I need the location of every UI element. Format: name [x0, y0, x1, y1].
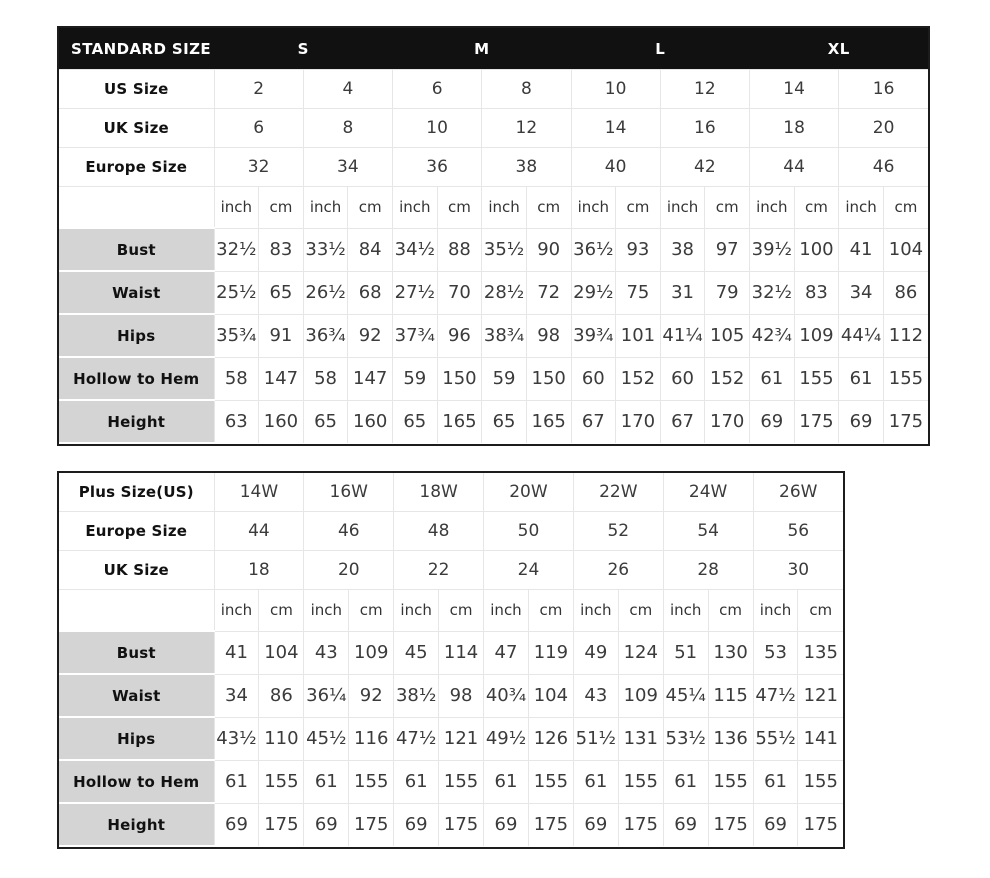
- measure-cell: 42¾: [750, 314, 795, 357]
- row-label: Hips: [59, 314, 214, 357]
- measure-cell: 147: [259, 357, 304, 400]
- measure-cell: 155: [708, 760, 753, 803]
- size-cell: 32: [214, 148, 303, 187]
- measure-cell: 47: [484, 631, 529, 674]
- measure-cell: 43: [573, 674, 618, 717]
- row-label: UK Size: [59, 551, 214, 590]
- table-title: STANDARD SIZE: [59, 28, 214, 70]
- table-row: [59, 551, 843, 590]
- measure-cell: 79: [705, 271, 750, 314]
- measure-cell: 25½: [214, 271, 259, 314]
- measure-cell: 131: [618, 717, 663, 760]
- size-group-m: M: [393, 28, 572, 70]
- size-cell: 54: [663, 512, 753, 551]
- measure-cell: 155: [798, 760, 843, 803]
- size-cell: 24W: [663, 473, 753, 512]
- table-row: [59, 400, 928, 443]
- measure-cell: 175: [798, 803, 843, 846]
- measure-cell: 36¼: [304, 674, 349, 717]
- measure-cell: 39½: [750, 228, 795, 271]
- measure-cell: 96: [437, 314, 482, 357]
- size-table: [59, 28, 928, 444]
- size-cell: 44: [750, 148, 839, 187]
- measure-cell: 141: [798, 717, 843, 760]
- measure-cell: 38: [660, 228, 705, 271]
- size-cell: 38: [482, 148, 571, 187]
- row-label: Hollow to Hem: [59, 357, 214, 400]
- size-cell: 16W: [304, 473, 394, 512]
- size-cell: 12: [482, 109, 571, 148]
- measure-cell: 58: [214, 357, 259, 400]
- size-cell: 46: [304, 512, 394, 551]
- measure-cell: 150: [526, 357, 571, 400]
- measure-cell: 70: [437, 271, 482, 314]
- measure-cell: 105: [705, 314, 750, 357]
- measure-cell: 31: [660, 271, 705, 314]
- table-row: [59, 473, 843, 512]
- measure-cell: 49: [573, 631, 618, 674]
- size-cell: 26: [573, 551, 663, 590]
- measure-cell: 109: [794, 314, 839, 357]
- table-row: [59, 109, 928, 148]
- measure-cell: 53½: [663, 717, 708, 760]
- unit-cell: cm: [798, 590, 843, 632]
- size-cell: 14: [571, 109, 660, 148]
- size-group-s: S: [214, 28, 393, 70]
- row-label: Hips: [59, 717, 214, 760]
- unit-cell: cm: [349, 590, 394, 632]
- size-cell: 6: [393, 70, 482, 109]
- unit-cell: inch: [484, 590, 529, 632]
- measure-cell: 55½: [753, 717, 798, 760]
- size-cell: 52: [573, 512, 663, 551]
- size-group-xl: XL: [750, 28, 929, 70]
- measure-cell: 69: [484, 803, 529, 846]
- row-label: UK Size: [59, 109, 214, 148]
- measure-cell: 175: [794, 400, 839, 443]
- size-cell: 44: [214, 512, 304, 551]
- row-label: Height: [59, 803, 214, 846]
- measure-cell: 75: [616, 271, 661, 314]
- row-label: [59, 590, 214, 632]
- row-label: Waist: [59, 674, 214, 717]
- measure-cell: 63: [214, 400, 259, 443]
- measure-cell: 34: [214, 674, 259, 717]
- measure-cell: 38½: [394, 674, 439, 717]
- size-cell: 16: [660, 109, 749, 148]
- measure-cell: 69: [839, 400, 884, 443]
- unit-cell: inch: [482, 187, 527, 229]
- table-row: [59, 631, 843, 674]
- measure-cell: 45¼: [663, 674, 708, 717]
- size-cell: 10: [571, 70, 660, 109]
- unit-cell: cm: [618, 590, 663, 632]
- measure-cell: 34: [839, 271, 884, 314]
- measure-cell: 175: [528, 803, 573, 846]
- size-cell: 20: [839, 109, 928, 148]
- measure-cell: 175: [349, 803, 394, 846]
- measure-cell: 58: [303, 357, 348, 400]
- measure-cell: 155: [618, 760, 663, 803]
- measure-cell: 28½: [482, 271, 527, 314]
- measure-cell: 121: [798, 674, 843, 717]
- unit-cell: cm: [708, 590, 753, 632]
- measure-cell: 115: [708, 674, 753, 717]
- measure-cell: 165: [526, 400, 571, 443]
- measure-cell: 53: [753, 631, 798, 674]
- measure-cell: 41: [839, 228, 884, 271]
- measure-cell: 61: [394, 760, 439, 803]
- measure-cell: 32½: [750, 271, 795, 314]
- measure-cell: 44¼: [839, 314, 884, 357]
- measure-cell: 43½: [214, 717, 259, 760]
- measure-cell: 45½: [304, 717, 349, 760]
- measure-cell: 32½: [214, 228, 259, 271]
- size-cell: 6: [214, 109, 303, 148]
- unit-cell: inch: [393, 187, 438, 229]
- measure-cell: 34½: [393, 228, 438, 271]
- measure-cell: 61: [753, 760, 798, 803]
- size-cell: 26W: [753, 473, 843, 512]
- table-row: [59, 228, 928, 271]
- row-label: US Size: [59, 70, 214, 109]
- measure-cell: 126: [528, 717, 573, 760]
- measure-cell: 51: [663, 631, 708, 674]
- size-cell: 14W: [214, 473, 304, 512]
- measure-cell: 175: [259, 803, 304, 846]
- unit-cell: inch: [303, 187, 348, 229]
- measure-cell: 72: [526, 271, 571, 314]
- unit-cell: cm: [705, 187, 750, 229]
- measure-cell: 135: [798, 631, 843, 674]
- measure-cell: 84: [348, 228, 393, 271]
- measure-cell: 69: [750, 400, 795, 443]
- measure-cell: 61: [839, 357, 884, 400]
- measure-cell: 88: [437, 228, 482, 271]
- row-label: Plus Size(US): [59, 473, 214, 512]
- table-row: [59, 314, 928, 357]
- size-cell: 12: [660, 70, 749, 109]
- unit-cell: cm: [528, 590, 573, 632]
- measure-cell: 114: [439, 631, 484, 674]
- measure-cell: 175: [883, 400, 928, 443]
- unit-cell: inch: [663, 590, 708, 632]
- unit-cell: cm: [259, 590, 304, 632]
- measure-cell: 83: [259, 228, 304, 271]
- measure-cell: 155: [259, 760, 304, 803]
- measure-cell: 170: [705, 400, 750, 443]
- size-cell: 20W: [484, 473, 574, 512]
- unit-cell: inch: [753, 590, 798, 632]
- measure-cell: 41¼: [660, 314, 705, 357]
- measure-cell: 69: [753, 803, 798, 846]
- unit-cell: inch: [573, 590, 618, 632]
- size-cell: 18: [214, 551, 304, 590]
- measure-cell: 97: [705, 228, 750, 271]
- measure-cell: 116: [349, 717, 394, 760]
- measure-cell: 124: [618, 631, 663, 674]
- size-cell: 36: [393, 148, 482, 187]
- plus-size-table: [57, 471, 845, 849]
- size-cell: 50: [484, 512, 574, 551]
- size-cell: 4: [303, 70, 392, 109]
- measure-cell: 104: [528, 674, 573, 717]
- table-row: [59, 357, 928, 400]
- measure-cell: 65: [303, 400, 348, 443]
- measure-cell: 61: [663, 760, 708, 803]
- measure-cell: 98: [526, 314, 571, 357]
- measure-cell: 86: [259, 674, 304, 717]
- measure-cell: 65: [259, 271, 304, 314]
- measure-cell: 155: [794, 357, 839, 400]
- measure-cell: 155: [528, 760, 573, 803]
- measure-cell: 101: [616, 314, 661, 357]
- size-cell: 8: [303, 109, 392, 148]
- measure-cell: 60: [660, 357, 705, 400]
- measure-cell: 160: [259, 400, 304, 443]
- size-cell: 8: [482, 70, 571, 109]
- measure-cell: 175: [439, 803, 484, 846]
- size-cell: 48: [394, 512, 484, 551]
- measure-cell: 69: [573, 803, 618, 846]
- measure-cell: 104: [883, 228, 928, 271]
- measure-cell: 43: [304, 631, 349, 674]
- measure-cell: 29½: [571, 271, 616, 314]
- standard-size-table: [57, 26, 930, 446]
- table-row: [59, 271, 928, 314]
- measure-cell: 35¾: [214, 314, 259, 357]
- measure-cell: 100: [794, 228, 839, 271]
- measure-cell: 136: [708, 717, 753, 760]
- measure-cell: 155: [349, 760, 394, 803]
- measure-cell: 130: [708, 631, 753, 674]
- measure-cell: 152: [616, 357, 661, 400]
- measure-cell: 90: [526, 228, 571, 271]
- row-label: Bust: [59, 631, 214, 674]
- unit-cell: inch: [571, 187, 616, 229]
- unit-cell: inch: [214, 590, 259, 632]
- unit-cell: cm: [348, 187, 393, 229]
- measure-cell: 110: [259, 717, 304, 760]
- size-cell: 18W: [394, 473, 484, 512]
- size-cell: 10: [393, 109, 482, 148]
- size-cell: 24: [484, 551, 574, 590]
- row-label: Europe Size: [59, 148, 214, 187]
- measure-cell: 86: [883, 271, 928, 314]
- unit-cell: inch: [660, 187, 705, 229]
- measure-cell: 83: [794, 271, 839, 314]
- row-label: Europe Size: [59, 512, 214, 551]
- row-label: Waist: [59, 271, 214, 314]
- size-table: [59, 473, 843, 847]
- measure-cell: 49½: [484, 717, 529, 760]
- measure-cell: 37¾: [393, 314, 438, 357]
- unit-cell: inch: [750, 187, 795, 229]
- size-group-l: L: [571, 28, 750, 70]
- measure-cell: 61: [214, 760, 259, 803]
- size-cell: 40: [571, 148, 660, 187]
- measure-cell: 33½: [303, 228, 348, 271]
- unit-cell: cm: [616, 187, 661, 229]
- measure-cell: 160: [348, 400, 393, 443]
- measure-cell: 112: [883, 314, 928, 357]
- measure-cell: 47½: [394, 717, 439, 760]
- measure-cell: 65: [393, 400, 438, 443]
- table-row: [59, 512, 843, 551]
- measure-cell: 92: [348, 314, 393, 357]
- unit-row: [59, 590, 843, 632]
- measure-cell: 39¾: [571, 314, 616, 357]
- unit-cell: cm: [437, 187, 482, 229]
- unit-cell: cm: [259, 187, 304, 229]
- measure-cell: 98: [439, 674, 484, 717]
- measure-cell: 27½: [393, 271, 438, 314]
- measure-cell: 121: [439, 717, 484, 760]
- size-cell: 2: [214, 70, 303, 109]
- measure-cell: 147: [348, 357, 393, 400]
- table-row: [59, 803, 843, 846]
- measure-cell: 170: [616, 400, 661, 443]
- unit-cell: cm: [794, 187, 839, 229]
- measure-cell: 68: [348, 271, 393, 314]
- row-label: Bust: [59, 228, 214, 271]
- unit-cell: inch: [839, 187, 884, 229]
- measure-cell: 67: [571, 400, 616, 443]
- row-label: Hollow to Hem: [59, 760, 214, 803]
- measure-cell: 69: [663, 803, 708, 846]
- size-cell: 46: [839, 148, 928, 187]
- table-row: [59, 760, 843, 803]
- size-cell: 14: [750, 70, 839, 109]
- size-cell: 28: [663, 551, 753, 590]
- measure-cell: 51½: [573, 717, 618, 760]
- row-label: Height: [59, 400, 214, 443]
- measure-cell: 36¾: [303, 314, 348, 357]
- measure-cell: 61: [750, 357, 795, 400]
- measure-cell: 26½: [303, 271, 348, 314]
- measure-cell: 35½: [482, 228, 527, 271]
- unit-cell: cm: [439, 590, 484, 632]
- measure-cell: 93: [616, 228, 661, 271]
- measure-cell: 61: [304, 760, 349, 803]
- measure-cell: 104: [259, 631, 304, 674]
- measure-cell: 40¾: [484, 674, 529, 717]
- size-cell: 22W: [573, 473, 663, 512]
- size-cell: 20: [304, 551, 394, 590]
- size-cell: 16: [839, 70, 928, 109]
- measure-cell: 92: [349, 674, 394, 717]
- measure-cell: 59: [482, 357, 527, 400]
- measure-cell: 69: [304, 803, 349, 846]
- measure-cell: 65: [482, 400, 527, 443]
- table-row: [59, 148, 928, 187]
- unit-cell: cm: [526, 187, 571, 229]
- unit-cell: cm: [883, 187, 928, 229]
- measure-cell: 155: [439, 760, 484, 803]
- table-row: [59, 717, 843, 760]
- size-cell: 22: [394, 551, 484, 590]
- size-cell: 30: [753, 551, 843, 590]
- measure-cell: 155: [883, 357, 928, 400]
- size-cell: 18: [750, 109, 839, 148]
- measure-cell: 69: [394, 803, 439, 846]
- measure-cell: 152: [705, 357, 750, 400]
- measure-cell: 150: [437, 357, 482, 400]
- measure-cell: 47½: [753, 674, 798, 717]
- table-row: [59, 70, 928, 109]
- unit-cell: inch: [304, 590, 349, 632]
- measure-cell: 38¾: [482, 314, 527, 357]
- measure-cell: 91: [259, 314, 304, 357]
- measure-cell: 119: [528, 631, 573, 674]
- table-header-row: [59, 28, 928, 70]
- measure-cell: 61: [573, 760, 618, 803]
- measure-cell: 59: [393, 357, 438, 400]
- measure-cell: 109: [349, 631, 394, 674]
- measure-cell: 67: [660, 400, 705, 443]
- unit-cell: inch: [394, 590, 439, 632]
- size-cell: 56: [753, 512, 843, 551]
- measure-cell: 45: [394, 631, 439, 674]
- table-row: [59, 674, 843, 717]
- size-cell: 34: [303, 148, 392, 187]
- measure-cell: 165: [437, 400, 482, 443]
- measure-cell: 36½: [571, 228, 616, 271]
- row-label: [59, 187, 214, 229]
- unit-cell: inch: [214, 187, 259, 229]
- measure-cell: 60: [571, 357, 616, 400]
- measure-cell: 69: [214, 803, 259, 846]
- measure-cell: 41: [214, 631, 259, 674]
- measure-cell: 109: [618, 674, 663, 717]
- measure-cell: 175: [708, 803, 753, 846]
- measure-cell: 61: [484, 760, 529, 803]
- unit-row: [59, 187, 928, 229]
- size-cell: 42: [660, 148, 749, 187]
- measure-cell: 175: [618, 803, 663, 846]
